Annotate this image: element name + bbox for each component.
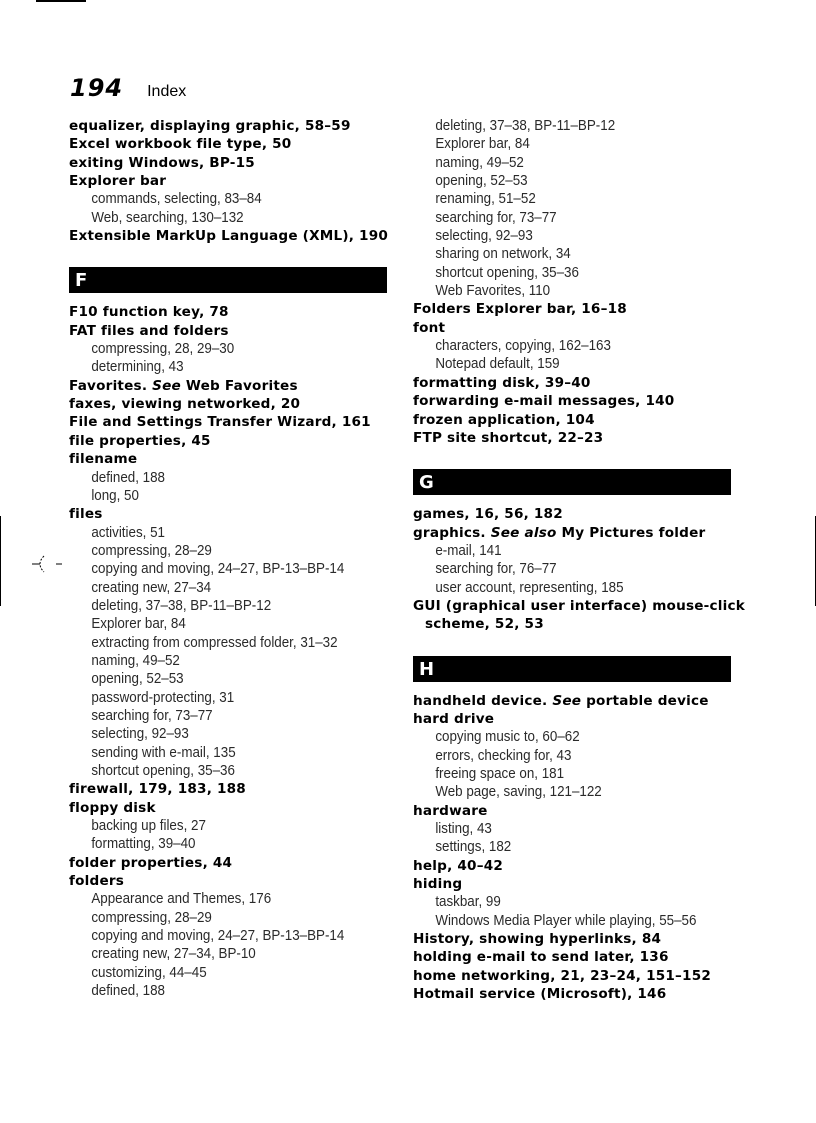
index-subentry <box>69 358 367 376</box>
entry-text: errors, checking for, 43 <box>435 747 572 764</box>
index-entry <box>413 411 733 429</box>
entry-text: copying and moving, 24–27, BP-13–BP-14 <box>91 928 345 945</box>
section-header <box>413 656 731 682</box>
entry-text: user account, representing, 185 <box>435 579 624 596</box>
entry-text: defined, 188 <box>91 983 166 1000</box>
entry-text: File and Settings Transfer Wizard, 161 <box>69 414 371 431</box>
index-subentry <box>413 135 711 153</box>
index-entry <box>413 967 733 985</box>
entry-text: holding e-mail to send later, 136 <box>413 949 669 966</box>
index-entry <box>413 802 733 820</box>
index-subentry <box>413 820 711 838</box>
see-reference-target: Web Favorites <box>185 377 298 394</box>
entry-text: frozen application, 104 <box>413 411 595 428</box>
index-subentry <box>69 209 367 227</box>
index-subentry <box>413 560 711 578</box>
entry-text: determining, 43 <box>91 359 184 376</box>
index-subentry <box>69 689 367 707</box>
index-subentry <box>69 964 367 982</box>
index-entry <box>69 395 389 413</box>
index-subentry <box>69 597 367 615</box>
see-reference-label: See <box>552 692 582 709</box>
entry-text: Web page, saving, 121–122 <box>435 784 602 801</box>
entry-text: hardware <box>413 802 488 819</box>
entry-text: customizing, 44–45 <box>91 964 207 981</box>
index-entry <box>69 135 389 153</box>
entry-text: folder properties, 44 <box>69 854 233 871</box>
entry-text: scheme, 52, 53 <box>425 616 544 633</box>
running-title: Index <box>147 83 187 100</box>
entry-text: password-protecting, 31 <box>91 689 235 706</box>
entry-text: files <box>69 506 103 523</box>
index-subentry <box>413 728 711 746</box>
entry-text: creating new, 27–34, BP-10 <box>91 946 256 963</box>
entry-text: Appearance and Themes, 176 <box>91 891 272 908</box>
index-entry <box>69 872 389 890</box>
index-subentry <box>413 893 711 911</box>
index-entry <box>69 303 389 321</box>
index-subentry <box>413 264 711 282</box>
section-header <box>69 267 387 293</box>
entry-text: Favorites. <box>69 377 148 394</box>
entry-text: taskbar, 99 <box>435 894 501 911</box>
section-letter: H <box>419 658 435 680</box>
index-subentry <box>413 355 711 373</box>
index-entry <box>69 172 389 190</box>
index-subentry <box>69 725 367 743</box>
index-subentry <box>69 469 367 487</box>
index-entry <box>413 692 733 710</box>
entry-text: renaming, 51–52 <box>435 191 536 208</box>
index-subentry <box>69 909 367 927</box>
entry-text: selecting, 92–93 <box>91 726 189 743</box>
index-subentry <box>413 912 711 930</box>
entry-text: file properties, 45 <box>69 432 211 449</box>
index-entry <box>69 117 389 135</box>
section-letter: G <box>419 472 434 494</box>
entry-text: extracting from compressed folder, 31–32 <box>91 634 338 651</box>
index-subentry <box>69 707 367 725</box>
index-subentry <box>69 945 367 963</box>
entry-text: naming, 49–52 <box>91 652 180 669</box>
index-entry <box>69 154 389 172</box>
registration-mark <box>30 548 70 578</box>
entry-text: formatting disk, 39–40 <box>413 374 591 391</box>
entry-text: Explorer bar, 84 <box>435 136 530 153</box>
index-subentry <box>413 117 711 135</box>
index-entry <box>413 374 733 392</box>
index-subentry <box>69 487 367 505</box>
index-subentry <box>413 579 711 597</box>
index-subentry <box>413 209 711 227</box>
entry-text: formatting, 39–40 <box>91 836 196 853</box>
index-subentry <box>69 927 367 945</box>
section-header <box>413 469 731 495</box>
entry-text: hiding <box>413 876 463 893</box>
index-subentry <box>69 542 367 560</box>
crop-mark-left <box>0 516 1 606</box>
entry-text: firewall, 179, 183, 188 <box>69 781 246 798</box>
index-entry <box>413 930 733 948</box>
index-entry <box>69 450 389 468</box>
entry-text: creating new, 27–34 <box>91 579 212 596</box>
top-rule <box>36 0 86 2</box>
entry-text: selecting, 92–93 <box>435 228 533 245</box>
entry-text: activities, 51 <box>91 524 165 541</box>
entry-text: Notepad default, 159 <box>435 356 560 373</box>
index-entry <box>413 597 746 615</box>
see-reference-label: See <box>152 377 181 394</box>
index-entry <box>413 524 733 542</box>
entry-text: freeing space on, 181 <box>435 765 565 782</box>
index-entry <box>69 854 389 872</box>
entry-text: copying and moving, 24–27, BP-13–BP-14 <box>91 561 345 578</box>
entry-text: defined, 188 <box>91 469 166 486</box>
index-subentry <box>413 227 711 245</box>
entry-text: e-mail, 141 <box>435 542 502 559</box>
index-subentry <box>69 652 367 670</box>
entry-text: compressing, 28–29 <box>91 542 212 559</box>
index-entry <box>69 322 389 340</box>
index-subentry <box>69 579 367 597</box>
entry-text: equalizer, displaying graphic, 58–59 <box>69 118 351 134</box>
entry-text: Explorer bar, 84 <box>91 616 186 633</box>
entry-text: Web, searching, 130–132 <box>91 209 244 226</box>
entry-text: searching for, 73–77 <box>435 209 557 226</box>
entry-text: opening, 52–53 <box>91 671 184 688</box>
entry-text: deleting, 37–38, BP-11–BP-12 <box>435 118 616 134</box>
index-entry <box>413 948 733 966</box>
entry-text: hard drive <box>413 710 495 727</box>
index-entry <box>413 985 733 1003</box>
entry-text: History, showing hyperlinks, 84 <box>413 931 662 948</box>
entry-text: folders <box>69 873 125 890</box>
entry-text: opening, 52–53 <box>435 173 528 190</box>
index-entry <box>413 392 733 410</box>
entry-text: Excel workbook file type, 50 <box>69 136 292 153</box>
index-subentry <box>413 282 711 300</box>
index-entry <box>413 710 733 728</box>
entry-text: F10 function key, 78 <box>69 304 229 321</box>
index-entry <box>69 377 389 395</box>
index-subentry <box>413 765 711 783</box>
index-subentry <box>69 524 367 542</box>
entry-text: filename <box>69 451 138 468</box>
index-subentry <box>413 190 711 208</box>
entry-text: Web Favorites, 110 <box>435 283 551 300</box>
page-header <box>70 74 186 102</box>
index-entry <box>413 505 733 523</box>
entry-text: naming, 49–52 <box>435 154 524 171</box>
entry-text: help, 40–42 <box>413 857 504 874</box>
entry-text: settings, 182 <box>435 839 512 856</box>
entry-text: Extensible MarkUp Language (XML), 190 <box>69 228 389 245</box>
index-subentry <box>69 817 367 835</box>
index-subentry <box>413 747 711 765</box>
entry-text: games, 16, 56, 182 <box>413 506 563 523</box>
entry-text: floppy disk <box>69 799 156 816</box>
index-entry <box>413 875 733 893</box>
index-subentry <box>69 634 367 652</box>
index-entry <box>413 300 733 318</box>
entry-text: sending with e-mail, 135 <box>91 744 236 761</box>
index-entry <box>69 780 389 798</box>
entry-text: GUI (graphical user interface) mouse-click <box>413 597 746 614</box>
index-entry <box>413 857 733 875</box>
index-column-left <box>69 117 389 1000</box>
entry-text: handheld device. <box>413 692 548 709</box>
index-subentry <box>69 890 367 908</box>
entry-text: backing up files, 27 <box>91 818 206 835</box>
see-reference-target: My Pictures folder <box>561 524 706 541</box>
index-entry <box>69 505 389 523</box>
entry-text: Folders Explorer bar, 16–18 <box>413 301 627 318</box>
entry-text: sharing on network, 34 <box>435 246 571 263</box>
index-entry <box>69 432 389 450</box>
index-subentry <box>69 762 367 780</box>
index-subentry <box>413 838 711 856</box>
index-entry <box>69 413 389 431</box>
entry-text: forwarding e-mail messages, 140 <box>413 393 675 410</box>
index-entry <box>413 429 733 447</box>
index-subentry <box>69 340 367 358</box>
index-subentry <box>69 560 367 578</box>
section-letter: F <box>75 270 88 292</box>
index-entry <box>413 319 733 337</box>
entry-text: shortcut opening, 35–36 <box>91 763 235 779</box>
entry-text: compressing, 28, 29–30 <box>91 341 235 358</box>
entry-text: searching for, 73–77 <box>91 707 213 724</box>
index-entry <box>413 615 733 633</box>
index-subentry <box>413 245 711 263</box>
index-subentry <box>69 835 367 853</box>
entry-text: faxes, viewing networked, 20 <box>69 396 301 413</box>
see-reference-target: portable device <box>586 692 709 709</box>
entry-text: shortcut opening, 35–36 <box>435 264 579 281</box>
index-entry <box>69 799 389 817</box>
entry-text: home networking, 21, 23–24, 151–152 <box>413 967 712 984</box>
index-subentry <box>69 744 367 762</box>
entry-text: exiting Windows, BP-15 <box>69 154 255 171</box>
index-subentry <box>413 542 711 560</box>
index-subentry <box>69 190 367 208</box>
index-subentry <box>69 670 367 688</box>
entry-text: listing, 43 <box>435 821 492 837</box>
entry-text: font <box>413 319 446 336</box>
see-reference-label: See also <box>490 524 557 541</box>
entry-text: Explorer bar <box>69 173 167 190</box>
index-subentry <box>413 337 711 355</box>
entry-text: characters, copying, 162–163 <box>435 338 611 355</box>
index-subentry <box>69 615 367 633</box>
index-subentry <box>413 154 711 172</box>
entry-text: FAT files and folders <box>69 322 229 339</box>
entry-text: compressing, 28–29 <box>91 909 212 926</box>
entry-text: commands, selecting, 83–84 <box>91 191 262 208</box>
index-subentry <box>413 172 711 190</box>
index-subentry <box>413 783 711 801</box>
entry-text: searching for, 76–77 <box>435 561 557 578</box>
entry-text: Hotmail service (Microsoft), 146 <box>413 986 667 1003</box>
entry-text: copying music to, 60–62 <box>435 729 580 746</box>
entry-text: FTP site shortcut, 22–23 <box>413 429 604 446</box>
index-subentry <box>69 982 367 1000</box>
page-number: 194 <box>70 74 124 102</box>
index-entry <box>69 227 389 245</box>
entry-text: long, 50 <box>91 487 139 504</box>
entry-text: deleting, 37–38, BP-11–BP-12 <box>91 597 272 614</box>
entry-text: graphics. <box>413 524 486 541</box>
index-column-right <box>413 117 746 1003</box>
entry-text: Windows Media Player while playing, 55–56 <box>435 912 697 929</box>
